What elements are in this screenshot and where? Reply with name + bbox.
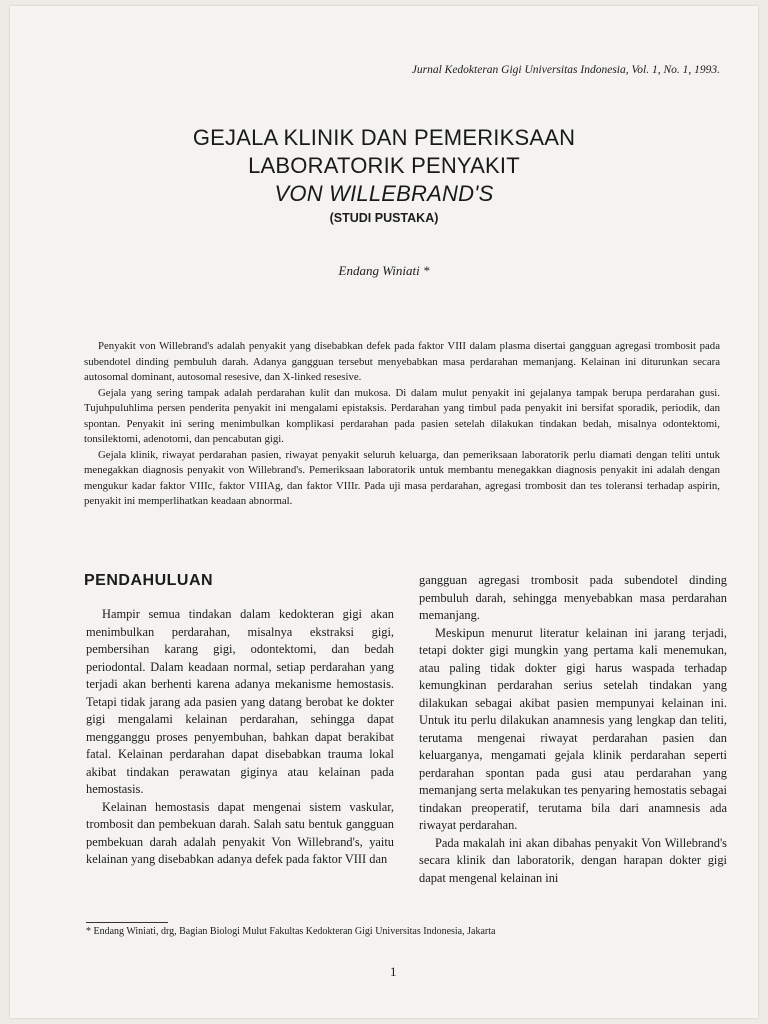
paper-page [10, 6, 758, 1018]
title-line-1: GEJALA KLINIK DAN PEMERIKSAAN [192, 125, 576, 150]
body-paragraph: Kelainan hemostasis dapat mengenai sistem vaskular, trombosit dan pembekuan darah. Salah satu bentuk gangguan pembekuan darah adalah penyakit Von Willebrand's, yaitu kelainan yang disebabkan adanya defek pada faktor VIII dan [86, 799, 394, 866]
author-name: Endang Winiati * [338, 263, 430, 278]
body-paragraph: Hampir semua tindakan dalam kedokteran gigi akan menimbulkan perdarahan, misalnya ekstraksi gigi, pembersihan karang gigi, odontektomi, dan bedah periodontal. Dalam keadaan normal, setiap perdarahan yang terjadi akan berhenti karena adanya mekanisme hemostasis. Tetapi tidak jarang ada pasien yang datang berobat ke dokter gigi mengalami kelainan perdarahan, sehingga dapat mengganggu proses penyembuhan, bahkan dapat berakibat fatal. Kelainan perdarahan dapat disebabkan trauma lokal akibat tindakan perawatan giginya atau kelainan pada hemostasis. [86, 607, 394, 796]
abstract-paragraph: Gejala klinik, riwayat perdarahan pasien, riwayat penyakit seluruh keluarga, dan pemeriksaan laboratorik perlu diamati dengan teliti untuk menegakkan diagnosis penyakit von Willebrand's. Pemeriksaan laboratorik untuk membantu menegakkan diagnosis penyakit ini adalah dengan mengukur kadar faktor VIIIc, faktor VIIIAg, dan faktor VIIIr. Pada uji masa perdarahan, agregasi trombosit dan tes toleransi terhadap aspirin, penyakit ini memperlihatkan keadaan abnormal. [84, 448, 720, 507]
body-paragraph: gangguan agregasi trombosit pada subendotel dinding pembuluh darah, sehingga menyebabkan masa perdarahan memanjang. [419, 573, 727, 622]
footnote: * Endang Winiati, drg, Bagian Biologi Mulut Fakultas Kedokteran Gigi Universitas Indonesia, Jakarta [86, 926, 496, 937]
article-title [70, 124, 698, 208]
body-paragraph: Meskipun menurut literatur kelainan ini jarang terjadi, tetapi dokter gigi mungkin yang pertama kali menemukan, atau paling tidak dokter gigi harus waspada terhadap kemungkinan perdarahan serius setelah tindakan yang dilakukan sebagai akibat pasien mempunyai kelainan ini. Untuk itu perlu dilakukan anamnesis yang lengkap dan teliti, terutama mengenai riwayat perdarahan pasien dan keluarganya, mengamati gejala klinik perdarahan seperti perdarahan spontan pada gusi atau perdarahan yang memanjang serta melakukan tes penyaring hemostatis sebagai tindakan preoperatif, terutama bila dari anamnesis ada riwayat perdarahan. [419, 625, 727, 832]
body-column-left [86, 606, 394, 869]
article-subtitle: (STUDI PUSTAKA) [329, 211, 439, 225]
body-paragraph: Pada makalah ini akan dibahas penyakit Von Willebrand's secara klinik dan laboratorik, dengan harapan dokter gigi dapat mengenal kelainan ini [419, 835, 727, 885]
title-line-3: VON WILLEBRAND'S [274, 181, 494, 206]
abstract-paragraph: Gejala yang sering tampak adalah perdarahan kulit dan mukosa. Di dalam mulut penyakit ini gejalanya tampak berupa perdarahan gusi. Tujuhpuluhlima persen penderita penyakit ini mengalami epistaksis. Perdarahan yang timbul pada penyakit ini bersifat sporadik, periodik, dan spontan. Penyakit ini sering menimbulkan komplikasi perdarahan pada pasien setelah dilakukan tindakan bedah, misalnya odontektomi, tonsilektomi, adenotomi, dan pencabutan gigi. [84, 386, 720, 445]
body-column-right [419, 572, 727, 887]
abstract [84, 339, 720, 510]
journal-header: Jurnal Kedokteran Gigi Universitas Indonesia, Vol. 1, No. 1, 1993. [411, 64, 720, 76]
title-line-2: LABORATORIK PENYAKIT [248, 153, 520, 178]
abstract-paragraph: Penyakit von Willebrand's adalah penyakit yang disebabkan defek pada faktor VIII dalam plasma disertai gangguan agregasi trombosit pada subendotel dinding pembuluh darah. Adanya gangguan tersebut menyebabkan masa perdarahan memanjang. Kelainan ini diturunkan secara autosomal dominant, autosomal resesive, dan X-linked resesive. [84, 340, 720, 383]
page-number: 1 [390, 964, 397, 979]
footnote-rule [86, 922, 168, 923]
section-heading: PENDAHULUAN [84, 572, 214, 589]
